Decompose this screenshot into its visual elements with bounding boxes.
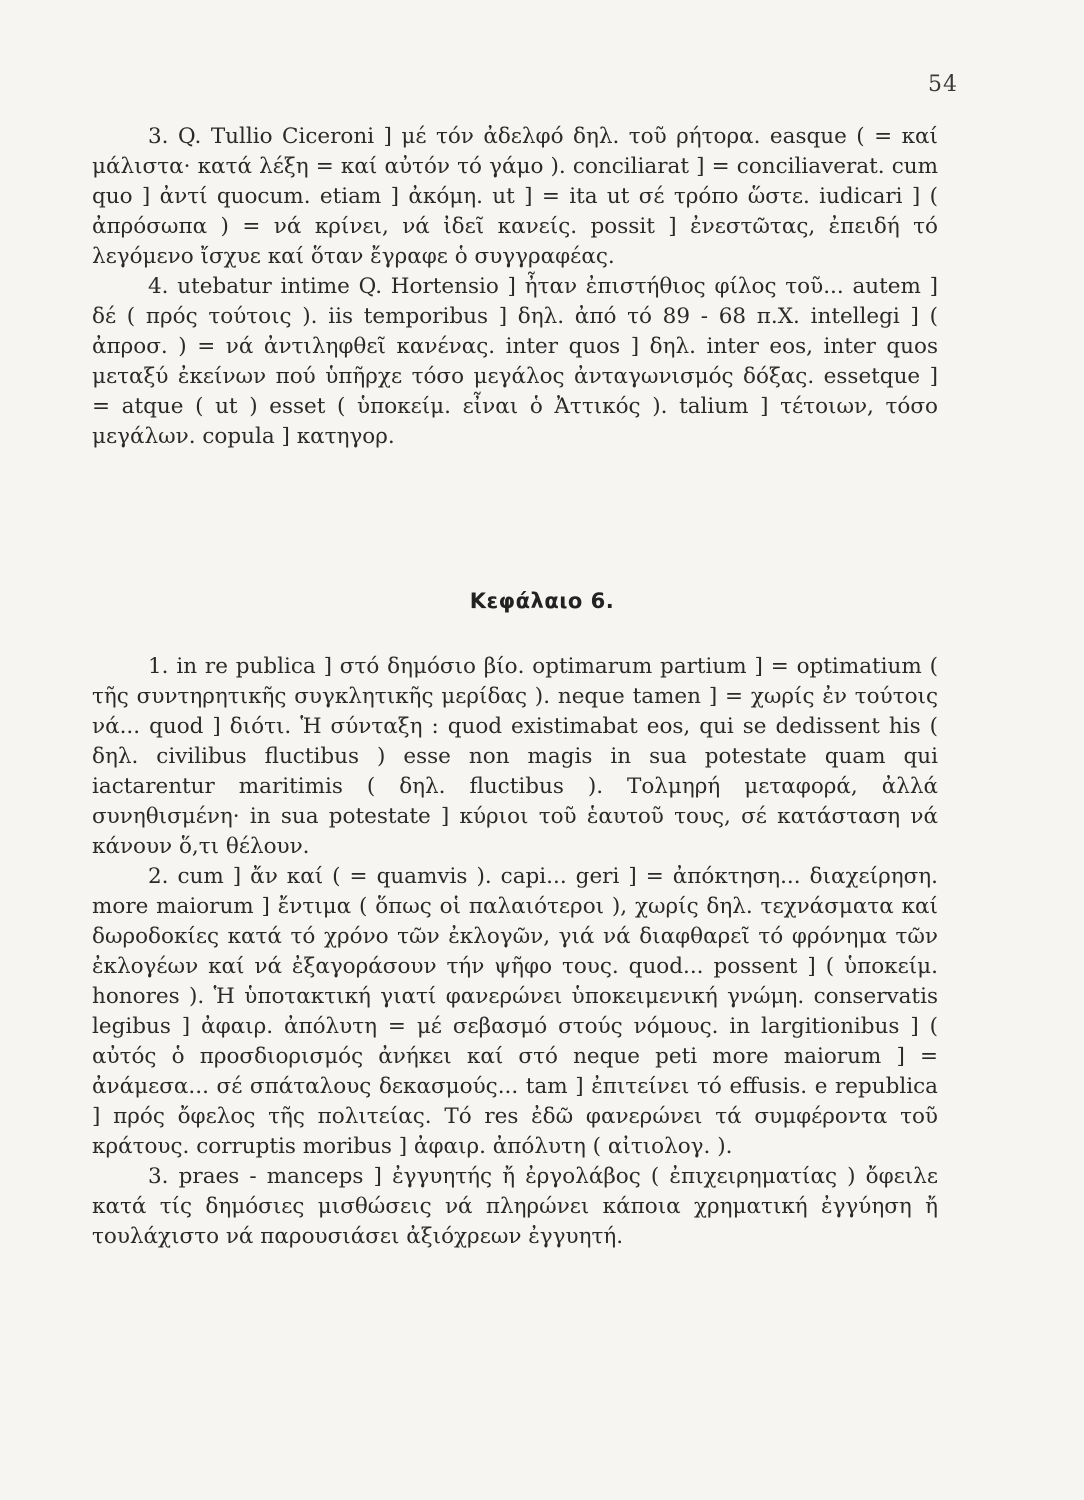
paragraph-note-1: 1. in re publica ] στό δημόσιο βίο. optimarum partium ] = optimatium ( τῆς συντηρητικῆς συγκλητικῆς μερίδας ). neque tamen ] = χωρίς ἐν τούτοις νά... quod ] διότι. Ἡ σύνταξη : quod existimabat eos, qui se dedissent his ( δηλ. civilibus fluctibus ) esse non magis in sua potestate quam qui iactarentur maritimis ( δηλ. fluctibus ). Τολμηρή μεταφορά, ἀλλά συνηθισμένη· in sua potestate ] κύριοι τοῦ ἑαυτοῦ τους, σέ κατάσταση νά κάνουν ὅ,τι θέλουν. [92, 654, 938, 859]
section-commentary-chapter-5 [92, 122, 938, 452]
page-number: 54 [928, 72, 958, 97]
paragraph-note-4: 4. utebatur intime Q. Hortensio ] ἦταν ἐπιστήθιος φίλος τοῦ... autem ] δέ ( πρός τούτοις ). iis temporibus ] δηλ. ἀπό τό 89 - 68 π.Χ. intellegi ] ( ἀπροσ. ) = νά ἀντιληφθεῖ κανένας. inter quos ] δηλ. inter eos, inter quos μεταξύ ἐκείνων πού ὑπῆρχε τόσο μεγάλος ἀνταγωνισμός δόξας. essetque ] = atque ( ut ) esset ( ὑποκείμ. εἶναι ὁ Ἀττικός ). talium ] τέτοιων, τόσο μεγάλων. copula ] κατηγορ. [92, 274, 938, 449]
paragraph-note-2: 2. cum ] ἄν καί ( = quamvis ). capi... geri ] = ἀπόκτηση... διαχείρηση. more maiorum ] ἔντιμα ( ὅπως οἱ παλαιότεροι ), χωρίς δηλ. τεχνάσματα καί δωροδοκίες κατά τό χρόνο τῶν ἐκλογῶν, γιά νά διαφθαρεῖ τό φρόνημα τῶν ἐκλογέων καί νά ἐξαγοράσουν τήν ψῆφο τους. quod... possent ] ( ὑποκείμ. honores ). Ἡ ὑποτακτική γιατί φανερώνει ὑποκειμενική γνώμη. conservatis legibus ] ἀφαιρ. ἀπόλυτη = μέ σεβασμό στούς νόμους. in largitionibus ] ( αὐτός ὁ προσδιορισμός ἀνήκει καί στό neque peti more maiorum ] = ἀνάμεσα... σέ σπάταλους δεκασμούς... tam ] ἐπιτείνει τό effusis. e republica ] πρός ὄφελος τῆς πολιτείας. Τό res ἐδῶ φανερώνει τά συμφέροντα τοῦ κράτους. corruptis moribus ] ἀφαιρ. ἀπόλυτη ( αἰτιολογ. ). [92, 864, 938, 1159]
chapter-heading: Κεφάλαιο 6. [469, 589, 615, 613]
section-commentary-chapter-6 [92, 652, 938, 1252]
paragraph-note-3b: 3. praes - manceps ] ἐγγυητής ἤ ἐργολάβος ( ἐπιχειρηματίας ) ὄφειλε κατά τίς δημόσιες μισθώσεις νά πληρώνει κάποια χρηματική ἐγγύηση ἤ τουλάχιστο νά παρουσιάσει ἀξιόχρεων ἐγγυητή. [92, 1164, 938, 1249]
paragraph-note-3: 3. Q. Tullio Ciceroni ] μέ τόν ἀδελφό δηλ. τοῦ ρήτορα. easque ( = καί μάλιστα· κατά λέξη = καί αὐτόν τό γάμο ). conciliarat ] = conciliaverat. cum quo ] ἀντί quocum. etiam ] ἀκόμη. ut ] = ita ut σέ τρόπο ὥστε. iudicari ] ( ἀπρόσωπα ) = νά κρίνει, νά ἰδεῖ κανείς. possit ] ἐνεστῶτας, ἐπειδή τό λεγόμενο ἴσχυε καί ὅταν ἔγραφε ὁ συγγραφέας. [92, 124, 938, 269]
